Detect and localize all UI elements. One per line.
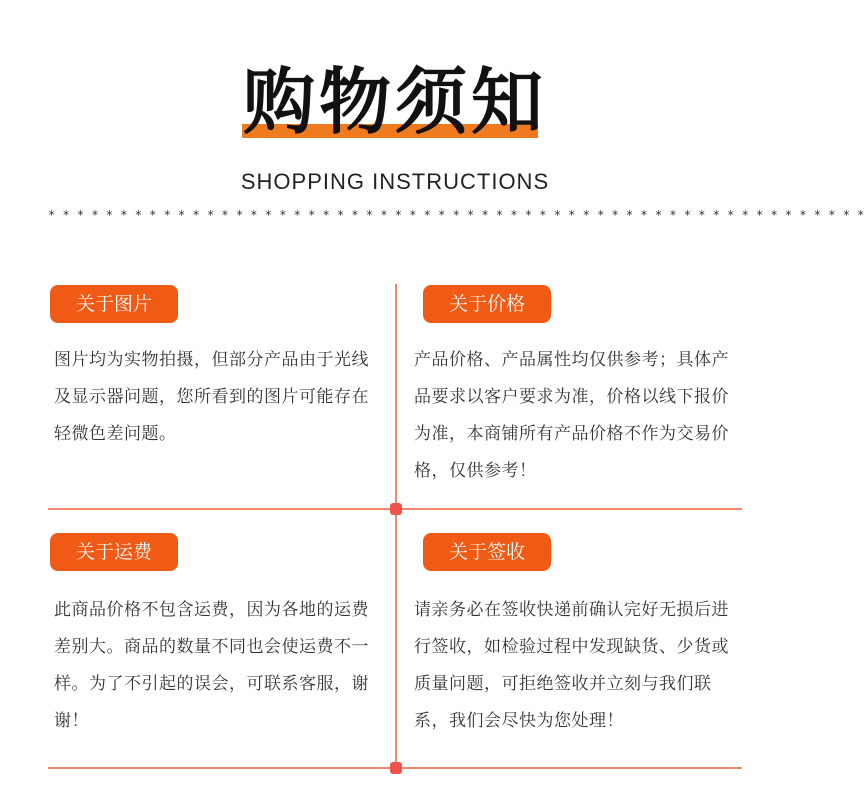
section-badge-shipping: 关于运费: [50, 533, 178, 571]
section-badge-pictures: 关于图片: [50, 285, 178, 323]
section-text-pictures: 图片均为实物拍摄，但部分产品由于光线及显示器问题，您所看到的图片可能存在轻微色差问题。: [54, 350, 369, 444]
page-title: 购物须知: [242, 60, 547, 144]
dotted-divider: * * * * * * * * * * * * * * * * * * * * * * * * * * * * * * * * * * * * * * * * * * * * * * * * * * * * * * * * *: [48, 208, 864, 222]
divider-node-bottom: [390, 762, 402, 774]
section-badge-price: 关于价格: [423, 285, 551, 323]
section-text-delivery: 请亲务必在签收快递前确认完好无损后进行签收，如检验过程中发现缺货、少货或质量问题，可拒绝签收并立刻与我们联系，我们会尽快为您处理！: [414, 600, 729, 731]
divider-node-middle: [390, 503, 402, 515]
section-text-price: 产品价格、产品属性均仅供参考；具体产品要求以客户要求为准，价格以线下报价为准，本商铺所有产品价格不作为交易价格，仅供参考！: [414, 350, 729, 481]
section-text-shipping: 此商品价格不包含运费，因为各地的运费差别大。商品的数量不同也会使运费不一样。为了不引起的误会，可联系客服，谢谢！: [54, 600, 369, 731]
vertical-divider: [395, 284, 397, 768]
page-subtitle: SHOPPING INSTRUCTIONS: [240, 169, 550, 194]
section-badge-delivery: 关于签收: [423, 533, 551, 571]
